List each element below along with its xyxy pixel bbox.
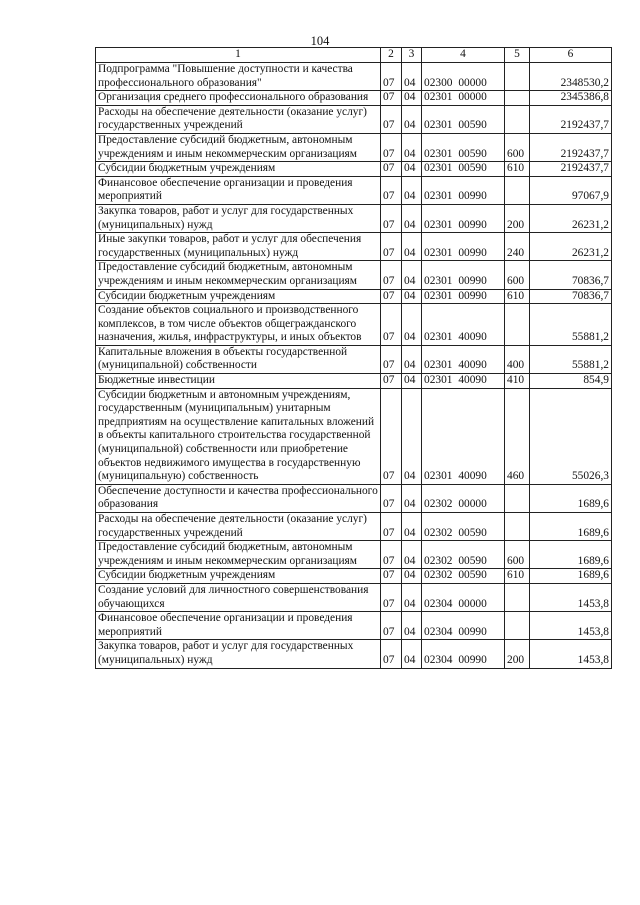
row-amount: 97067,9	[530, 176, 612, 204]
row-expense-type	[505, 513, 530, 541]
row-expense-type: 460	[505, 388, 530, 484]
table-row	[96, 204, 612, 232]
row-section: 07	[381, 374, 402, 389]
row-section: 07	[381, 541, 402, 569]
row-subsection: 04	[402, 63, 422, 91]
row-target-article: 02304 00000	[422, 583, 505, 611]
row-expense-type: 600	[505, 261, 530, 289]
row-section: 07	[381, 388, 402, 484]
row-target-article: 02301 00590	[422, 133, 505, 161]
row-target-article: 02301 00990	[422, 289, 505, 304]
row-amount: 1453,8	[530, 640, 612, 668]
row-name: Предоставление субсидий бюджетным, автономным учреждениям и иным некоммерческим организациям	[96, 133, 381, 161]
row-subsection: 04	[402, 388, 422, 484]
row-target-article: 02301 40090	[422, 304, 505, 346]
row-amount: 2192437,7	[530, 105, 612, 133]
row-name: Субсидии бюджетным учреждениям	[96, 569, 381, 584]
row-subsection: 04	[402, 612, 422, 640]
row-subsection: 04	[402, 133, 422, 161]
table-row	[96, 91, 612, 106]
table-row	[96, 374, 612, 389]
row-expense-type: 240	[505, 233, 530, 261]
row-expense-type	[505, 484, 530, 512]
row-section: 07	[381, 105, 402, 133]
row-name: Иные закупки товаров, работ и услуг для обеспечения государственных (муниципальных) нужд	[96, 233, 381, 261]
row-section: 07	[381, 484, 402, 512]
row-name: Субсидии бюджетным и автономным учреждениям, государственным (муниципальным) унитарным предприятиям на осуществление капитальных вложений в объекты капитального строительства государственной (муниципальной) собственности или приобретение объектов недвижимого имущества в государственную (муниципальную) собственность	[96, 388, 381, 484]
row-subsection: 04	[402, 233, 422, 261]
row-section: 07	[381, 304, 402, 346]
row-subsection: 04	[402, 162, 422, 177]
table-row	[96, 612, 612, 640]
row-name: Предоставление субсидий бюджетным, автономным учреждениям и иным некоммерческим организациям	[96, 541, 381, 569]
row-target-article: 02302 00590	[422, 541, 505, 569]
row-amount: 2348530,2	[530, 63, 612, 91]
row-target-article: 02304 00990	[422, 640, 505, 668]
row-name: Создание объектов социального и производственного комплексов, в том числе объектов общегражданского назначения, жилья, инфраструктуры, и иных объектов	[96, 304, 381, 346]
row-amount: 55881,2	[530, 304, 612, 346]
row-name: Предоставление субсидий бюджетным, автономным учреждениям и иным некоммерческим организациям	[96, 261, 381, 289]
row-amount: 1689,6	[530, 484, 612, 512]
row-section: 07	[381, 612, 402, 640]
row-amount: 2192437,7	[530, 133, 612, 161]
row-subsection: 04	[402, 204, 422, 232]
row-subsection: 04	[402, 91, 422, 106]
row-name: Бюджетные инвестиции	[96, 374, 381, 389]
row-expense-type	[505, 176, 530, 204]
row-section: 07	[381, 204, 402, 232]
row-section: 07	[381, 133, 402, 161]
row-amount: 1453,8	[530, 612, 612, 640]
row-target-article: 02302 00000	[422, 484, 505, 512]
row-expense-type	[505, 105, 530, 133]
table-row	[96, 233, 612, 261]
row-section: 07	[381, 63, 402, 91]
row-name: Расходы на обеспечение деятельности (оказание услуг) государственных учреждений	[96, 105, 381, 133]
row-subsection: 04	[402, 105, 422, 133]
row-section: 07	[381, 640, 402, 668]
row-name: Создание условий для личностного совершенствования обучающихся	[96, 583, 381, 611]
row-subsection: 04	[402, 304, 422, 346]
row-subsection: 04	[402, 176, 422, 204]
row-subsection: 04	[402, 569, 422, 584]
row-target-article: 02302 00590	[422, 569, 505, 584]
row-section: 07	[381, 345, 402, 373]
row-name: Закупка товаров, работ и услуг для государственных (муниципальных) нужд	[96, 204, 381, 232]
row-expense-type	[505, 63, 530, 91]
row-target-article: 02301 00990	[422, 176, 505, 204]
row-amount: 55881,2	[530, 345, 612, 373]
row-name: Субсидии бюджетным учреждениям	[96, 289, 381, 304]
col-header-amount: 6	[530, 48, 612, 63]
row-amount: 55026,3	[530, 388, 612, 484]
row-subsection: 04	[402, 345, 422, 373]
row-section: 07	[381, 233, 402, 261]
row-amount: 26231,2	[530, 233, 612, 261]
row-name: Финансовое обеспечение организации и проведения мероприятий	[96, 176, 381, 204]
row-subsection: 04	[402, 261, 422, 289]
row-expense-type	[505, 612, 530, 640]
row-name: Закупка товаров, работ и услуг для государственных (муниципальных) нужд	[96, 640, 381, 668]
row-expense-type: 400	[505, 345, 530, 373]
row-name: Обеспечение доступности и качества профессионального образования	[96, 484, 381, 512]
table-row	[96, 176, 612, 204]
row-expense-type	[505, 91, 530, 106]
row-expense-type: 200	[505, 204, 530, 232]
row-name: Подпрограмма "Повышение доступности и качества профессионального образования"	[96, 63, 381, 91]
row-name: Организация среднего профессионального образования	[96, 91, 381, 106]
row-name: Финансовое обеспечение организации и проведения мероприятий	[96, 612, 381, 640]
row-section: 07	[381, 176, 402, 204]
row-subsection: 04	[402, 583, 422, 611]
table-row	[96, 261, 612, 289]
row-target-article: 02301 00590	[422, 105, 505, 133]
table-row	[96, 289, 612, 304]
row-expense-type: 610	[505, 289, 530, 304]
row-expense-type	[505, 304, 530, 346]
row-amount: 70836,7	[530, 289, 612, 304]
table-row	[96, 583, 612, 611]
row-target-article: 02301 40090	[422, 374, 505, 389]
row-amount: 1453,8	[530, 583, 612, 611]
table-row	[96, 304, 612, 346]
table-row	[96, 569, 612, 584]
row-target-article: 02301 00590	[422, 162, 505, 177]
row-expense-type: 600	[505, 541, 530, 569]
row-name: Расходы на обеспечение деятельности (оказание услуг) государственных учреждений	[96, 513, 381, 541]
row-section: 07	[381, 162, 402, 177]
row-section: 07	[381, 289, 402, 304]
row-subsection: 04	[402, 640, 422, 668]
row-target-article: 02300 00000	[422, 63, 505, 91]
row-target-article: 02301 00990	[422, 233, 505, 261]
table-row	[96, 345, 612, 373]
col-header-expense-type: 5	[505, 48, 530, 63]
row-section: 07	[381, 513, 402, 541]
row-amount: 1689,6	[530, 513, 612, 541]
row-amount: 854,9	[530, 374, 612, 389]
row-section: 07	[381, 583, 402, 611]
table-row	[96, 162, 612, 177]
table-row	[96, 388, 612, 484]
row-expense-type: 600	[505, 133, 530, 161]
row-amount: 2192437,7	[530, 162, 612, 177]
row-subsection: 04	[402, 513, 422, 541]
row-amount: 70836,7	[530, 261, 612, 289]
table-row	[96, 513, 612, 541]
row-subsection: 04	[402, 541, 422, 569]
row-amount: 1689,6	[530, 541, 612, 569]
budget-table	[95, 47, 612, 669]
table-row	[96, 541, 612, 569]
row-section: 07	[381, 261, 402, 289]
row-name: Субсидии бюджетным учреждениям	[96, 162, 381, 177]
row-target-article: 02301 00000	[422, 91, 505, 106]
col-header-section: 2	[381, 48, 402, 63]
row-expense-type	[505, 583, 530, 611]
table-row	[96, 484, 612, 512]
row-subsection: 04	[402, 484, 422, 512]
row-subsection: 04	[402, 289, 422, 304]
row-amount: 26231,2	[530, 204, 612, 232]
row-target-article: 02304 00990	[422, 612, 505, 640]
row-expense-type: 610	[505, 162, 530, 177]
row-target-article: 02301 00990	[422, 261, 505, 289]
row-name: Капитальные вложения в объекты государственной (муниципальной) собственности	[96, 345, 381, 373]
row-subsection: 04	[402, 374, 422, 389]
col-header-subsection: 3	[402, 48, 422, 63]
row-section: 07	[381, 569, 402, 584]
row-expense-type: 200	[505, 640, 530, 668]
row-amount: 2345386,8	[530, 91, 612, 106]
row-section: 07	[381, 91, 402, 106]
col-header-target-article: 4	[422, 48, 505, 63]
page-number: 104	[310, 34, 330, 48]
row-amount: 1689,6	[530, 569, 612, 584]
row-expense-type: 610	[505, 569, 530, 584]
table-row	[96, 105, 612, 133]
row-target-article: 02301 40090	[422, 345, 505, 373]
row-expense-type: 410	[505, 374, 530, 389]
table-row	[96, 133, 612, 161]
row-target-article: 02302 00590	[422, 513, 505, 541]
table-row	[96, 640, 612, 668]
header-row	[96, 48, 612, 63]
col-header-name: 1	[96, 48, 381, 63]
table-row	[96, 63, 612, 91]
row-target-article: 02301 00990	[422, 204, 505, 232]
row-target-article: 02301 40090	[422, 388, 505, 484]
